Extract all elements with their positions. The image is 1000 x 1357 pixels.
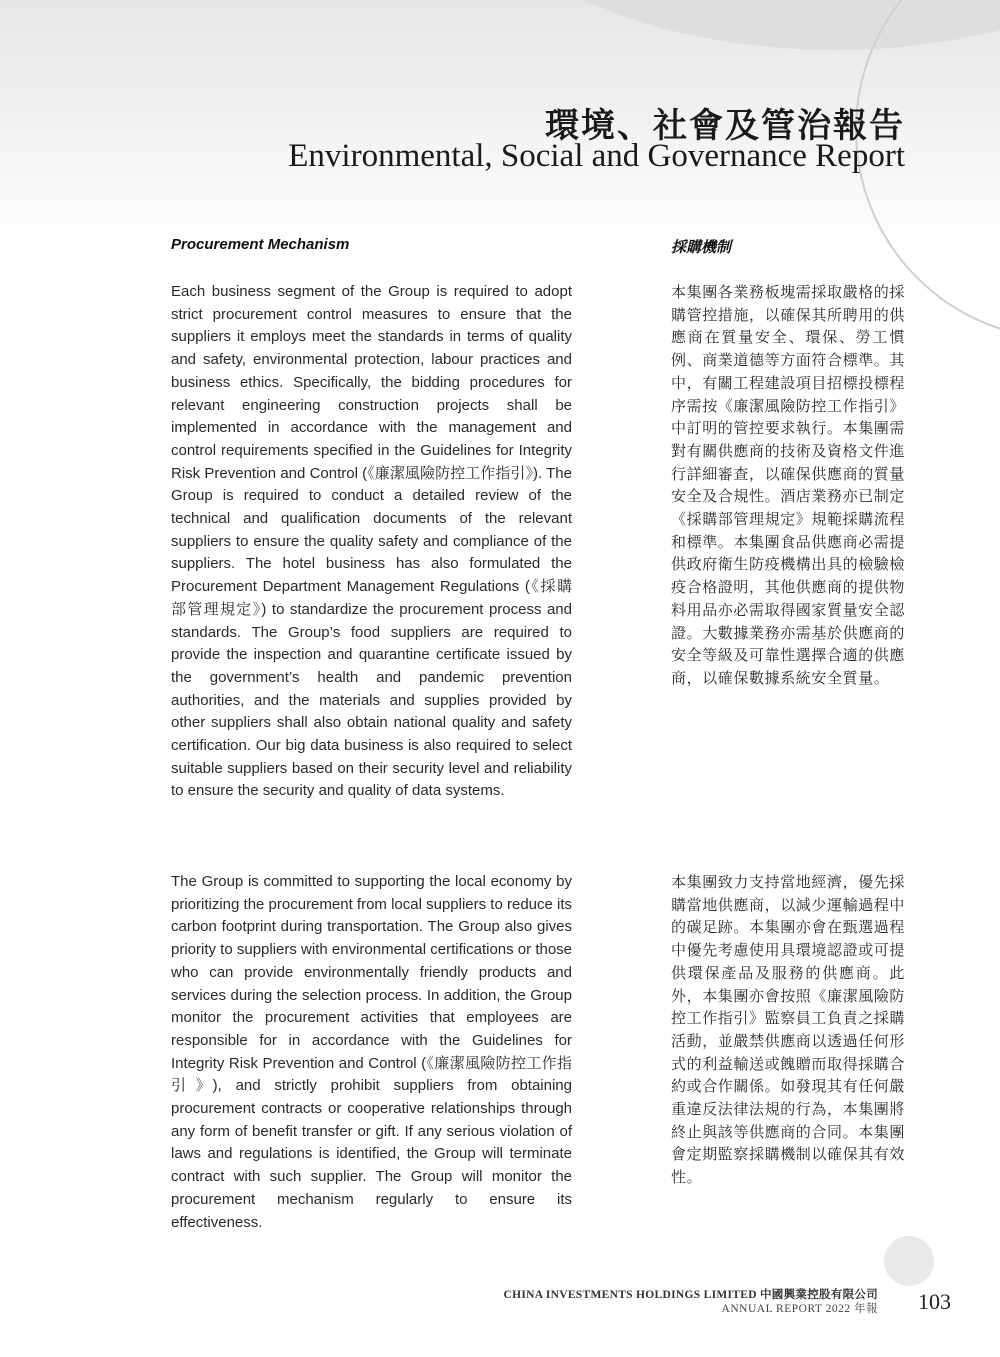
section-heading-english: Procurement Mechanism	[171, 236, 350, 253]
footer-company-name: CHINA INVESTMENTS HOLDINGS LIMITED 中國興業控股有限公司	[503, 1289, 878, 1301]
english-paragraph-procurement-controls: Each business segment of the Group is required to adopt strict procurement control measures to ensure that the suppliers it employs meet the standards in terms of quality and safety, environmental protection, labour practices and business ethics. Specifically, the bidding procedures for relevant engineering construction projects shall be implemented in accordance with the management and control requirements specified in the Guidelines for Integrity Risk Prevention and Control (《廉潔風險防控工作指引》). The Group is required to conduct a detailed review of the technical and qualification documents of the relevant suppliers to ensure the quality safety and compliance of the suppliers. The hotel business has also formulated the Procurement Department Management Regulations (《採購部管理規定》) to standardize the procurement process and standards. The Group’s food suppliers are required to provide the inspection and quarantine certificate issued by the government’s health and pandemic prevention authorities, and the materials and supplies provided by other suppliers shall also obtain national quality and safety certification. Our big data business is also required to select suitable suppliers based on their security level and reliability to ensure the security and quality of data systems.	[171, 283, 572, 800]
chinese-paragraph-procurement-controls: 本集團各業務板塊需採取嚴格的採購管控措施，以確保其所聘用的供應商在質量安全、環保、勞工慣例、商業道德等方面符合標準。其中，有關工程建設項目招標投標程序需按《廉潔風險防控工作指引》中訂明的管控要求執行。本集團需對有關供應商的技術及資格文件進行詳細審查，以確保供應商的質量安全及合規性。酒店業務亦已制定《採購部管理規定》規範採購流程和標準。本集團食品供應商必需提供政府衛生防疫機構出具的檢驗檢疫合格證明，其他供應商的提供物料用品亦必需取得國家質量安全認證。大數據業務亦需基於供應商的安全等級及可靠性選擇合適的供應商，以確保數據系統安全質量。	[671, 283, 906, 687]
decorative-dot	[884, 1236, 934, 1286]
english-paragraph-local-suppliers: The Group is committed to supporting the local economy by prioritizing the procurement from local suppliers to reduce its carbon footprint during transportation. The Group also gives priority to suppliers with environmental certifications or those who can provide environmentally friendly products and services during the selection process. In addition, the Group monitor the procurement activities that employees are responsible for in accordance with the Guidelines for Integrity Risk Prevention and Control (《廉潔風險防控工作指引》), and strictly prohibit suppliers from obtaining procurement contracts or cooperative relationships through any form of benefit transfer or gift. If any serious violation of laws and regulations is identified, the Group will terminate contract with such supplier. The Group will monitor the procurement mechanism regularly to ensure its effectiveness.	[171, 873, 573, 1231]
chinese-paragraph-local-suppliers: 本集團致力支持當地經濟，優先採購當地供應商，以減少運輸過程中的碳足跡。本集團亦會在甄選過程中優先考慮使用具環境認證或可提供環保產品及服務的供應商。此外，本集團亦會按照《廉潔風險防控工作指引》監察員工負責之採購活動，並嚴禁供應商以透過任何形式的利益輸送或餽贈而取得採購合約或合作關係。如發現其有任何嚴重違反法律法規的行為，本集團將終止與該等供應商的合同。本集團會定期監察採購機制以確保其有效性。	[671, 873, 906, 1187]
section-heading-chinese: 採購機制	[671, 239, 732, 256]
report-title-english: Environmental, Social and Governance Report	[288, 138, 905, 174]
report-title-chinese: 環境、社會及管治報告	[545, 106, 905, 146]
footer-report-label: ANNUAL REPORT 2022 年報	[721, 1303, 878, 1315]
page-number: 103	[918, 1289, 951, 1314]
